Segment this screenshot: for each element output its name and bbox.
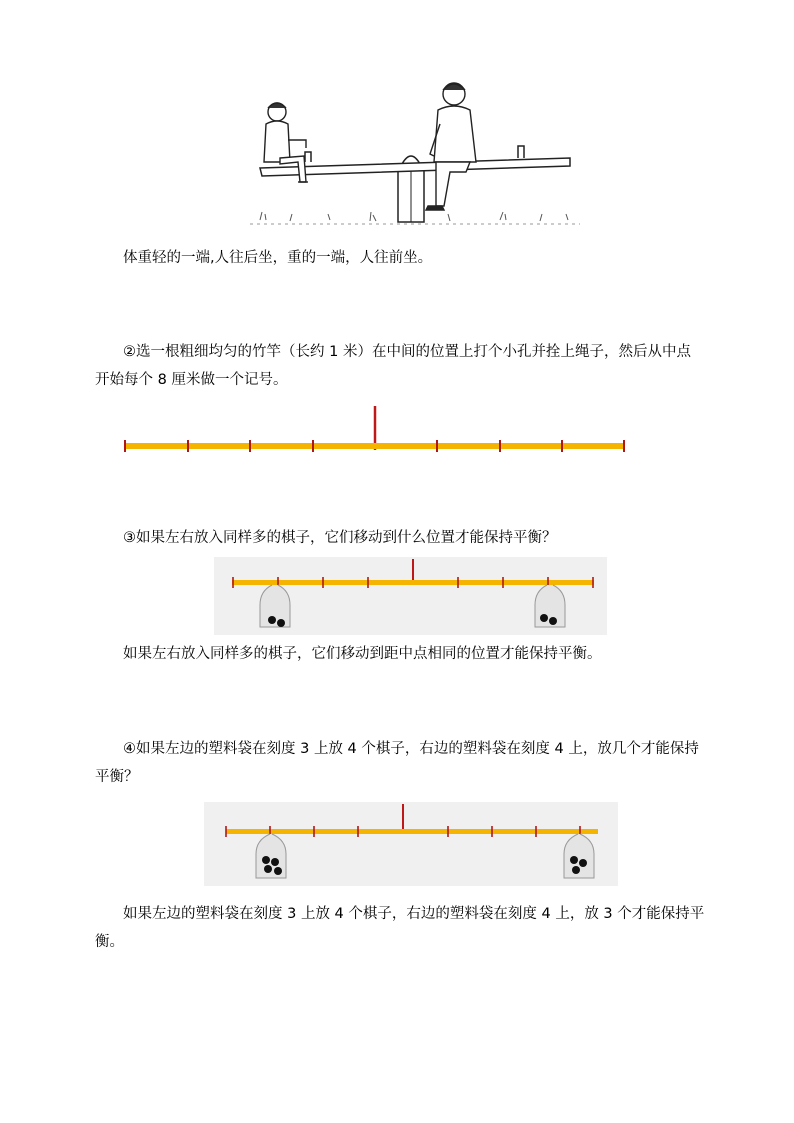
left-bag [256,834,286,878]
game-piece [277,619,285,627]
answer-4: 如果左边的塑料袋在刻度 3 上放 4 个棋子，右边的塑料袋在刻度 4 上，放 3 个才能保持平衡。 [95,906,705,950]
game-piece [268,616,276,624]
game-piece [540,614,548,622]
question-4: ④如果左边的塑料袋在刻度 3 上放 4 个棋子，右边的塑料袋在刻度 4 上，放几个才能保持平衡？ [95,741,699,785]
game-piece [274,867,282,875]
seesaw-illustration [250,78,580,230]
question-3: ③如果左右放入同样多的棋子，它们移动到什么位置才能保持平衡？ [123,530,557,546]
balance-figure-unequal [204,802,618,886]
step2-instruction: ②选一根粗细均匀的竹竿（长约 1 米）在中间的位置上打个小孔并拴上绳子，然后从中点开始每个 8 厘米做一个记号。 [95,344,691,388]
game-piece [262,856,270,864]
marked-stick-figure [110,402,640,458]
adult-figure [426,83,476,210]
seesaw-answer: 体重轻的一端,人往后坐，重的一端，人往前坐。 [123,250,433,266]
answer-3: 如果左右放入同样多的棋子，它们移动到距中点相同的位置才能保持平衡。 [123,646,602,662]
balance-figure-equal [214,557,607,635]
game-piece [549,617,557,625]
game-piece [570,856,578,864]
left-bag [260,585,290,627]
game-piece [264,865,272,873]
right-bag [564,834,594,878]
game-piece [579,859,587,867]
game-piece [271,858,279,866]
right-bag [535,585,565,627]
game-piece [572,866,580,874]
bamboo-stick [124,443,624,449]
